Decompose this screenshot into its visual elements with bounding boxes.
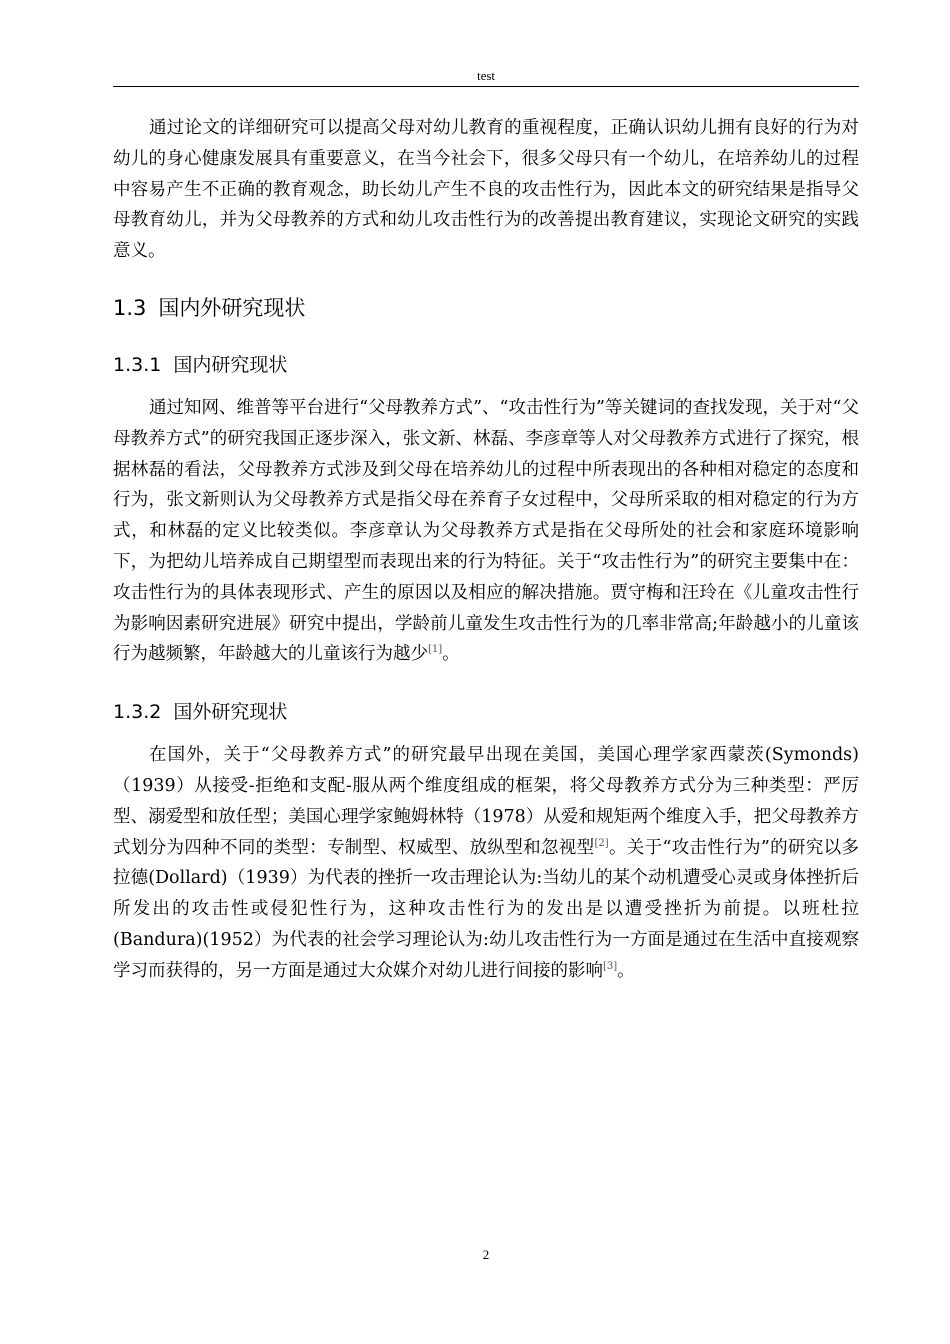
- section-heading-1-3: [113, 293, 859, 323]
- page-header: [113, 66, 859, 87]
- paragraph-end: 。: [442, 644, 460, 665]
- page-body: [113, 113, 859, 987]
- section-title: 国外研究现状: [173, 701, 288, 724]
- page-number: 2: [482, 1247, 490, 1262]
- paragraph-text: 通过论文的详细研究可以提高父母对幼儿教育的重视程度，正确认识幼儿拥有良好的行为对幼儿的身心健康发展具有重要意义，在当今社会下，很多父母只有一个幼儿，在培养幼儿的过程中容易产生不正确的教育观念，助长幼儿产生不良的攻击性行为，因此本文的研究结果是指导父母教育幼儿，并为父母教养的方式和幼儿攻击性行为的改善提出教育建议，实现论文研究的实践意义。: [113, 118, 859, 262]
- section-title: 国内研究现状: [173, 353, 288, 376]
- citation-2: [2]: [594, 837, 609, 849]
- paragraph-text-b: 。关于“攻击性行为”的研究以多拉德(Dollard)（1939）为代表的挫折一攻击理论认为:当幼儿的某个动机遭受心灵或身体挫折后所发出的攻击性或侵犯性行为，这种攻击性行为的发出是以遭受挫折为前提。以班杜拉(Bandura)(1952）为代表的社会学习理论认为:幼儿攻击性行为一方面是通过在生活中直接观察学习而获得的，另一方面是通过大众媒介对幼儿进行间接的影响: [113, 837, 859, 981]
- section-title: 国内外研究现状: [158, 295, 306, 320]
- paragraph-domestic-research: [113, 393, 859, 670]
- page-footer: [113, 1245, 859, 1265]
- section-heading-1-3-1: [113, 351, 859, 379]
- paragraph-end: 。: [617, 960, 635, 981]
- citation-1: [1]: [428, 644, 443, 656]
- paragraph-foreign-research: [113, 740, 859, 986]
- section-number: 1.3.2: [113, 701, 162, 724]
- paragraph-practical-significance: [113, 113, 859, 267]
- paragraph-text: 通过知网、维普等平台进行“父母教养方式”、“攻击性行为”等关键词的查找发现，关于对“父母教养方式”的研究我国正逐步深入，张文新、林磊、李彦章等人对父母教养方式进行了探究，根据林磊的看法，父母教养方式涉及到父母在培养幼儿的过程中所表现出的各种相对稳定的态度和行为，张文新则认为父母教养方式是指父母在养育子女过程中，父母所采取的相对稳定的行为方式，和林磊的定义比较类似。李彦章认为父母教养方式是指在父母所处的社会和家庭环境影响下，为把幼儿培养成自己期望型而表现出来的行为特征。关于“攻击性行为”的研究主要集中在：攻击性行为的具体表现形式、产生的原因以及相应的解决措施。贾守梅和汪玲在《儿童攻击性行为影响因素研究进展》研究中提出，学龄前儿童发生攻击性行为的几率非常高;年龄越小的儿童该行为越频繁，年龄越大的儿童该行为越少: [113, 397, 859, 665]
- header-text: test: [476, 68, 496, 83]
- section-number: 1.3.1: [113, 353, 162, 376]
- paragraph-text-a: 在国外，关于“父母教养方式”的研究最早出现在美国，美国心理学家西蒙茨(Symonds)（1939）从接受-拒绝和支配-服从两个维度组成的框架，将父母教养方式分为三种类型：严厉型、溺爱型和放任型；美国心理学家鲍姆林特（1978）从爱和规矩两个维度入手，把父母教养方式划分为四种不同的类型：专制型、权威型、放纵型和忽视型: [113, 745, 859, 858]
- section-number: 1.3: [113, 295, 147, 320]
- section-heading-1-3-2: [113, 698, 859, 726]
- citation-3: [3]: [603, 960, 618, 972]
